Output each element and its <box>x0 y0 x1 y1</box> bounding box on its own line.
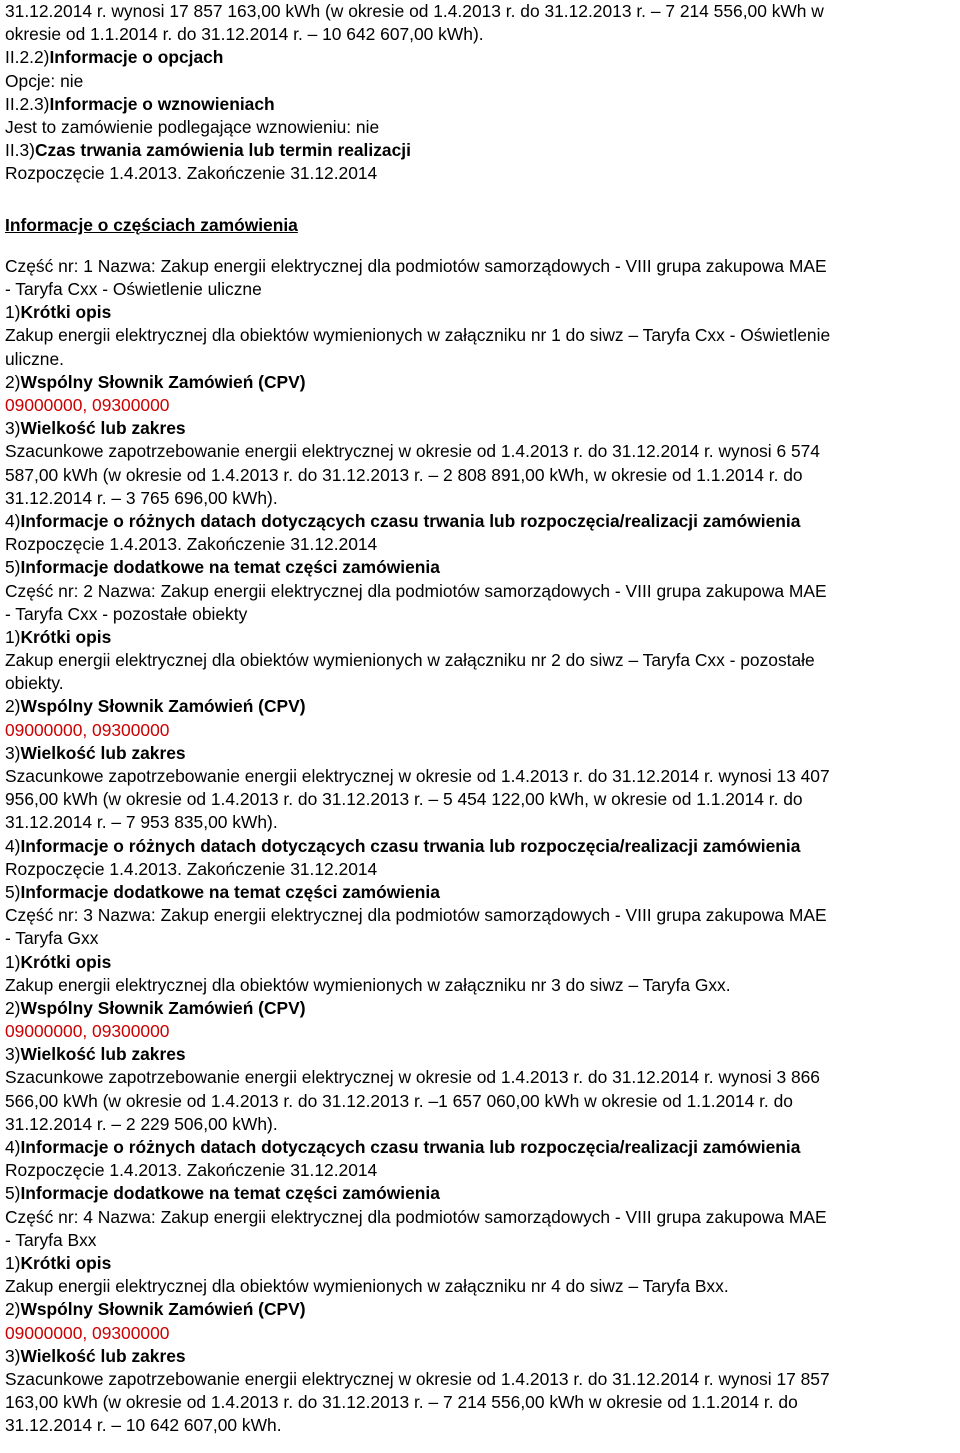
heading-short-description <box>5 626 955 649</box>
heading-short-description <box>5 1252 955 1275</box>
dates-value: Rozpoczęcie 1.4.2013. Zakończenie 31.12.2014 <box>5 1160 378 1181</box>
heading-number: 1) <box>5 302 21 323</box>
heading-label: Informacje o różnych datach dotyczących czasu trwania lub rozpoczęcia/realizacji zamówienia <box>20 1137 801 1157</box>
part-title-cont: - Taryfa Cxx - pozostałe obiekty <box>5 603 248 624</box>
heading-renewals <box>5 93 955 116</box>
size-text: 956,00 kWh (w okresie od 1.4.2013 r. do 31.12.2013 r. – 5 454 122,00 kWh, w okresie od 1.1.2014 r. do <box>5 789 803 810</box>
heading-duration <box>5 139 955 162</box>
heading-label: Krótki opis <box>20 302 112 323</box>
part-title: Część nr: 4 Nazwa: Zakup energii elektrycznej dla podmiotów samorządowych - VIII grupa zakupowa MAE <box>5 1206 827 1227</box>
heading-number: 4) <box>5 835 21 856</box>
size-text: 163,00 kWh (w okresie od 1.4.2013 r. do 31.12.2013 r. – 7 214 556,00 kWh w okresie od 1.1.2014 r. do <box>5 1392 798 1413</box>
size-text: Szacunkowe zapotrzebowanie energii elektrycznej w okresie od 1.4.2013 r. do 31.12.2014 r. wynosi 3 866 <box>5 1067 820 1088</box>
heading-dates <box>5 510 955 533</box>
heading-cpv <box>5 695 955 718</box>
heading-size <box>5 742 955 765</box>
heading-label: Informacje o różnych datach dotyczących czasu trwania lub rozpoczęcia/realizacji zamówienia <box>20 835 801 856</box>
heading-label: Informacje o różnych datach dotyczących czasu trwania lub rozpoczęcia/realizacji zamówienia <box>20 510 801 531</box>
heading-number: 3) <box>5 1345 21 1366</box>
heading-number: 5) <box>5 1183 21 1204</box>
heading-label: Krótki opis <box>20 1252 112 1273</box>
heading-label: Wielkość lub zakres <box>20 742 186 763</box>
heading-options <box>5 46 955 69</box>
part-block <box>5 1206 955 1438</box>
short-description-cont: obiekty. <box>5 673 64 694</box>
size-text: 566,00 kWh (w okresie od 1.4.2013 r. do 31.12.2013 r. –1 657 060,00 kWh w okresie od 1.1.2014 r. do <box>5 1090 793 1111</box>
spacer <box>5 186 955 209</box>
heading-label: Wspólny Słownik Zamówień (CPV) <box>20 696 306 717</box>
heading-cpv <box>5 1298 955 1321</box>
part-title: Część nr: 2 Nazwa: Zakup energii elektrycznej dla podmiotów samorządowych - VIII grupa zakupowa MAE <box>5 580 827 601</box>
heading-short-description <box>5 301 955 324</box>
renewals-value: Jest to zamówienie podlegające wznowieniu: nie <box>5 116 380 137</box>
heading-number: 1) <box>5 951 21 972</box>
short-description: Zakup energii elektrycznej dla obiektów wymienionych w załączniku nr 2 do siwz – Taryfa Cxx - pozostałe <box>5 650 815 671</box>
part-block <box>5 904 955 1205</box>
heading-label: Wspólny Słownik Zamówień (CPV) <box>20 1299 306 1320</box>
heading-size <box>5 1345 955 1368</box>
parts-list <box>5 255 955 1438</box>
heading-number: 3) <box>5 418 21 439</box>
heading-short-description <box>5 951 955 974</box>
heading-cpv <box>5 371 955 394</box>
heading-dates <box>5 835 955 858</box>
part-title-cont: - Taryfa Cxx - Oświetlenie uliczne <box>5 279 262 300</box>
spacer <box>5 237 955 255</box>
heading-label: Wielkość lub zakres <box>20 418 186 439</box>
heading-number: 4) <box>5 510 21 531</box>
heading-number: 3) <box>5 742 21 763</box>
heading-number: II.2.2) <box>5 47 50 68</box>
heading-number: 2) <box>5 371 21 392</box>
size-text: Szacunkowe zapotrzebowanie energii elektrycznej w okresie od 1.4.2013 r. do 31.12.2014 r. wynosi 13 407 <box>5 766 830 786</box>
cpv-codes: 09000000, 09300000 <box>5 1322 170 1343</box>
heading-label: Wspólny Słownik Zamówień (CPV) <box>20 371 306 392</box>
heading-label: Wielkość lub zakres <box>20 1044 186 1065</box>
heading-label: Informacje dodatkowe na temat części zamówienia <box>20 1183 440 1204</box>
heading-dates <box>5 1136 955 1159</box>
size-text: 31.12.2014 r. – 10 642 607,00 kWh. <box>5 1415 282 1436</box>
part-block <box>5 255 955 580</box>
part-title: Część nr: 1 Nazwa: Zakup energii elektrycznej dla podmiotów samorządowych - VIII grupa zakupowa MAE <box>5 255 827 276</box>
text-line: 31.12.2014 r. wynosi 17 857 163,00 kWh (w okresie od 1.4.2013 r. do 31.12.2013 r. – 7 214 556,00 kWh w <box>5 1 824 21</box>
options-value: Opcje: nie <box>5 70 84 91</box>
section-title: Informacje o częściach zamówienia <box>5 214 298 235</box>
heading-size <box>5 417 955 440</box>
short-description: Zakup energii elektrycznej dla obiektów wymienionych w załączniku nr 4 do siwz – Taryfa Bxx. <box>5 1276 729 1297</box>
short-description-cont: uliczne. <box>5 348 64 369</box>
size-text: 587,00 kWh (w okresie od 1.4.2013 r. do 31.12.2013 r. – 2 808 891,00 kWh, w okresie od 1.1.2014 r. do <box>5 464 803 485</box>
heading-number: 5) <box>5 881 21 902</box>
heading-number: II.2.3) <box>5 93 50 114</box>
size-text: Szacunkowe zapotrzebowanie energii elektrycznej w okresie od 1.4.2013 r. do 31.12.2014 r. wynosi 17 857 <box>5 1368 830 1389</box>
heading-additional-info <box>5 1182 955 1205</box>
heading-label: Krótki opis <box>20 626 112 647</box>
duration-value: Rozpoczęcie 1.4.2013. Zakończenie 31.12.2014 <box>5 163 378 184</box>
heading-number: 3) <box>5 1044 21 1065</box>
heading-label: Informacje dodatkowe na temat części zamówienia <box>20 881 440 902</box>
cpv-codes: 09000000, 09300000 <box>5 719 170 740</box>
heading-cpv <box>5 997 955 1020</box>
size-text: 31.12.2014 r. – 3 765 696,00 kWh). <box>5 487 278 508</box>
size-text: 31.12.2014 r. – 2 229 506,00 kWh). <box>5 1113 278 1134</box>
heading-number: 5) <box>5 557 21 578</box>
heading-number: 2) <box>5 997 21 1018</box>
heading-label: Informacje dodatkowe na temat części zamówienia <box>20 557 440 578</box>
heading-size <box>5 1043 955 1066</box>
part-block <box>5 580 955 905</box>
heading-number: 4) <box>5 1137 21 1157</box>
part-title-cont: - Taryfa Gxx <box>5 928 99 949</box>
heading-number: 1) <box>5 1252 21 1273</box>
heading-additional-info <box>5 556 955 579</box>
heading-label: Informacje o opcjach <box>49 47 224 68</box>
heading-number: 2) <box>5 696 21 717</box>
text-line: okresie od 1.1.2014 r. do 31.12.2014 r. – 10 642 607,00 kWh). <box>5 24 484 45</box>
dates-value: Rozpoczęcie 1.4.2013. Zakończenie 31.12.2014 <box>5 858 378 879</box>
heading-label: Czas trwania zamówienia lub termin realizacji <box>34 140 411 161</box>
dates-value: Rozpoczęcie 1.4.2013. Zakończenie 31.12.2014 <box>5 534 378 555</box>
heading-label: Krótki opis <box>20 951 112 972</box>
part-title: Część nr: 3 Nazwa: Zakup energii elektrycznej dla podmiotów samorządowych - VIII grupa zakupowa MAE <box>5 905 827 926</box>
heading-label: Wspólny Słownik Zamówień (CPV) <box>20 997 306 1018</box>
cpv-codes: 09000000, 09300000 <box>5 1021 170 1042</box>
heading-number: 2) <box>5 1299 21 1320</box>
cpv-codes: 09000000, 09300000 <box>5 395 170 415</box>
heading-label: Informacje o wznowieniach <box>49 93 275 114</box>
size-text: Szacunkowe zapotrzebowanie energii elektrycznej w okresie od 1.4.2013 r. do 31.12.2014 r. wynosi 6 574 <box>5 441 820 462</box>
short-description: Zakup energii elektrycznej dla obiektów wymienionych w załączniku nr 1 do siwz – Taryfa Cxx - Oświetlenie <box>5 325 831 346</box>
heading-additional-info <box>5 881 955 904</box>
short-description: Zakup energii elektrycznej dla obiektów wymienionych w załączniku nr 3 do siwz – Taryfa Gxx. <box>5 974 731 995</box>
part-title-cont: - Taryfa Bxx <box>5 1229 97 1250</box>
heading-number: II.3) <box>5 140 35 161</box>
heading-label: Wielkość lub zakres <box>20 1345 186 1366</box>
size-text: 31.12.2014 r. – 7 953 835,00 kWh). <box>5 812 278 833</box>
heading-number: 1) <box>5 626 21 647</box>
